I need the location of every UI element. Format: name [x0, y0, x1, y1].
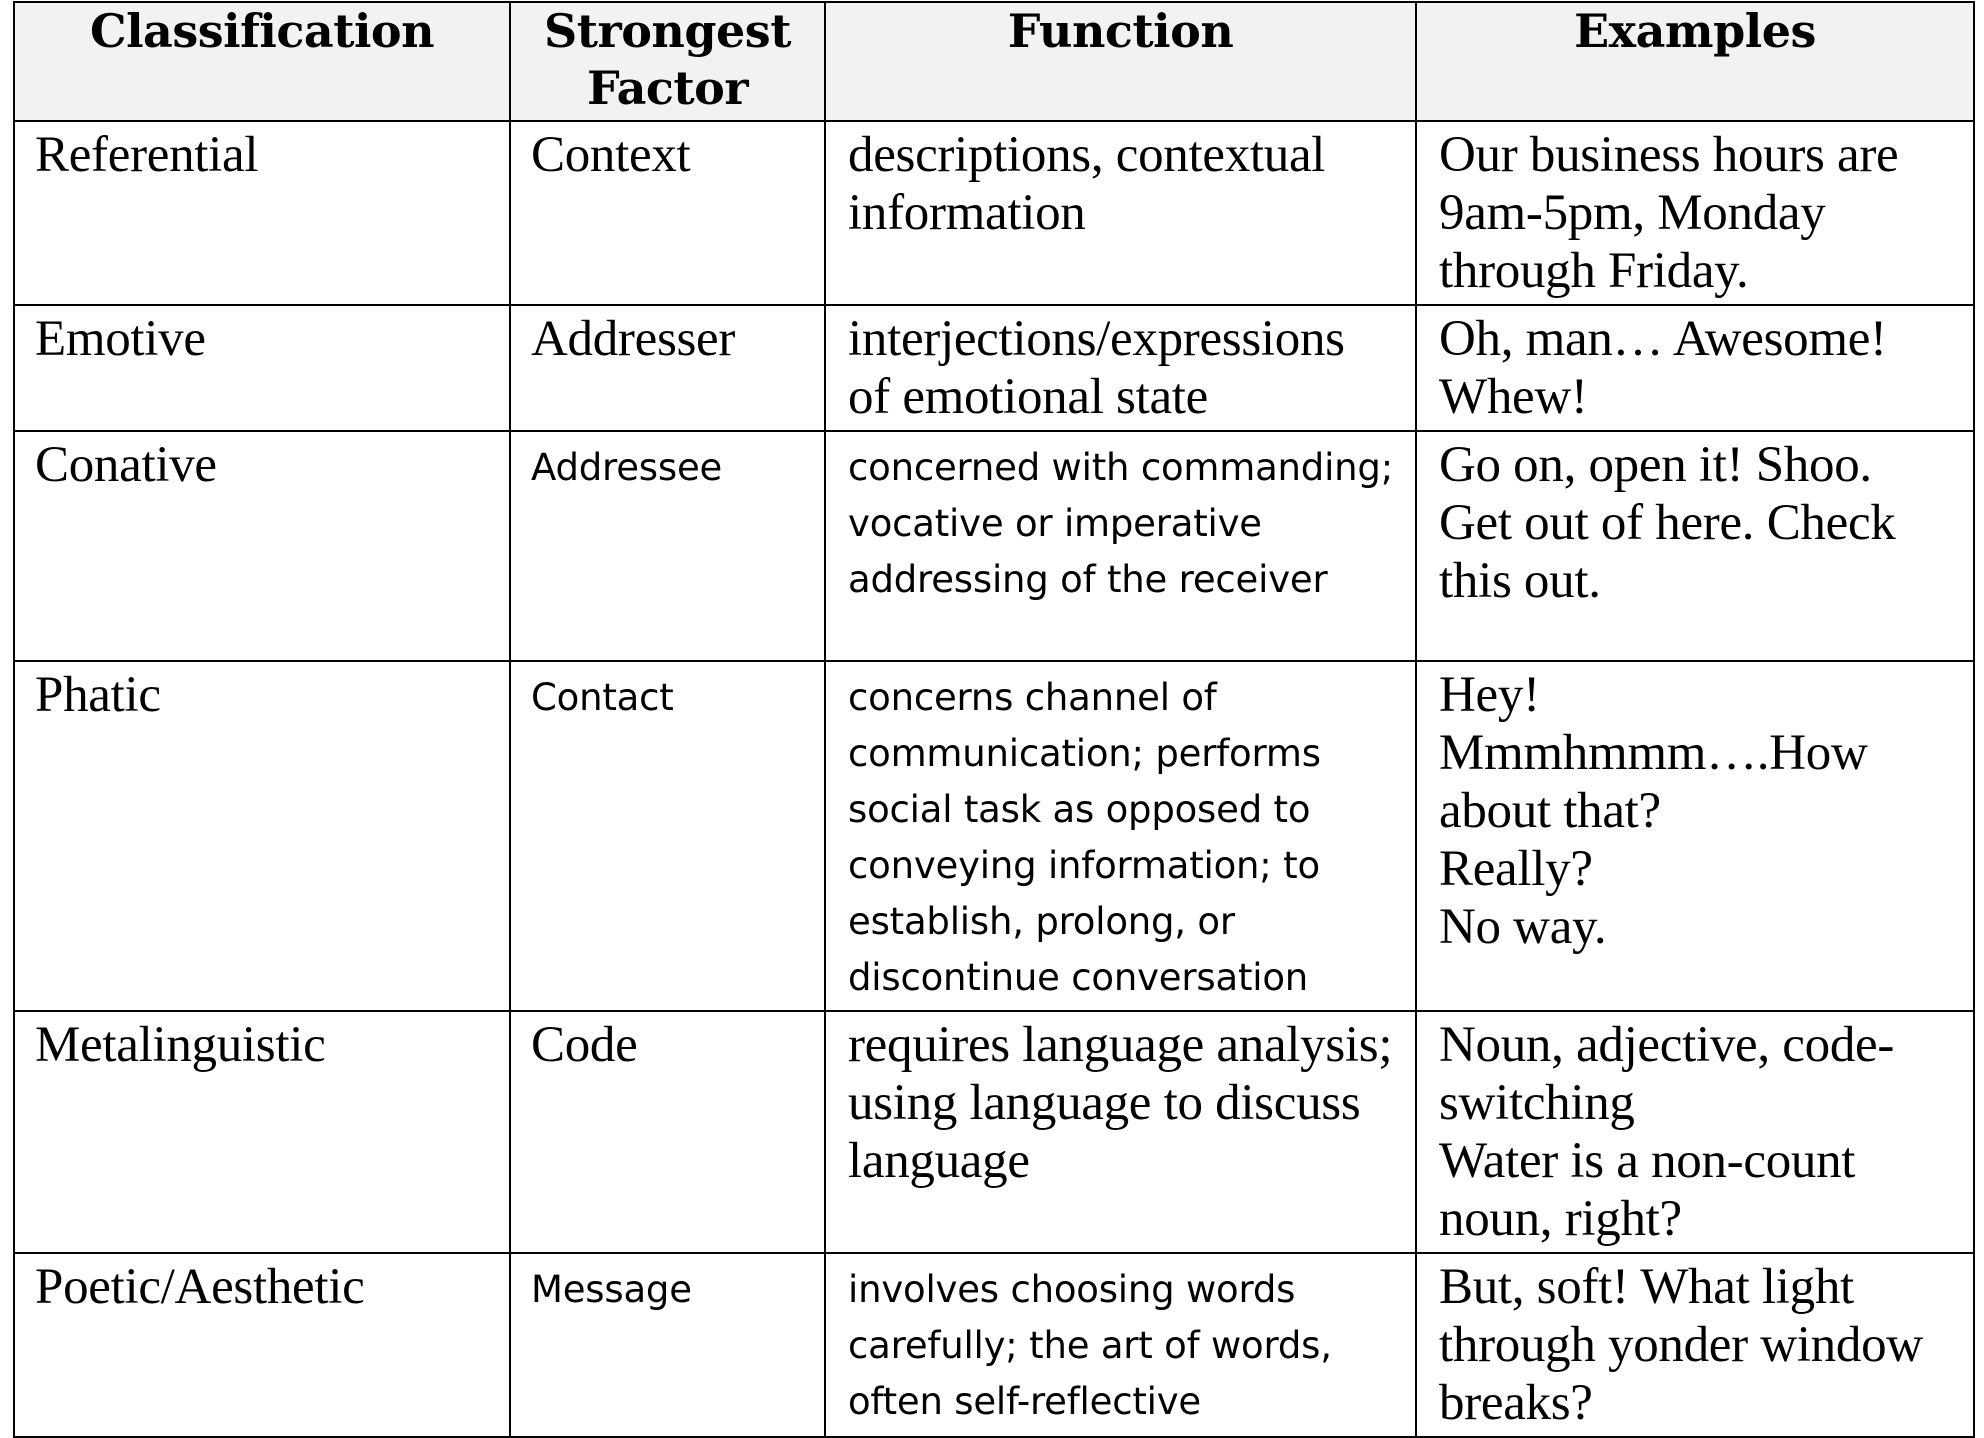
cell-function: involves choosing words carefully; the art of words, often self-reflective [825, 1253, 1416, 1437]
cell-function: concerned with commanding; vocative or imperative addressing of the receiver [825, 431, 1416, 661]
table-row-conative [14, 431, 1974, 661]
table-row-emotive [14, 305, 1974, 431]
table-row-poetic-aesthetic [14, 1253, 1974, 1437]
header-examples: Examples [1416, 2, 1974, 121]
header-factor-line2: Factor [586, 61, 749, 115]
example-line: Noun, adjective, code-switching [1439, 1017, 1895, 1131]
cell-function: interjections/expressions of emotional state [825, 305, 1416, 431]
example-line: Go on, open it! Shoo. Get out of here. Check this out. [1439, 437, 1896, 609]
cell-function: concerns channel of communication; performs social task as opposed to conveying information; to establish, prolong, or discontinue conversation [825, 661, 1416, 1011]
header-factor-line1: Strongest [544, 4, 791, 58]
example-line: But, soft! What light through yonder window breaks? [1439, 1259, 1923, 1431]
example-line: Mmmhmmm….How about that? [1439, 725, 1868, 839]
example-line: Water is a non-count noun, right? [1439, 1133, 1856, 1247]
cell-factor: Contact [510, 661, 825, 1011]
cell-classification: Phatic [14, 661, 510, 1011]
language-functions-table [13, 1, 1975, 1438]
cell-factor: Code [510, 1011, 825, 1253]
table-row-metalinguistic [14, 1011, 1974, 1253]
cell-factor: Context [510, 121, 825, 305]
cell-factor: Addressee [510, 431, 825, 661]
cell-examples [1416, 121, 1974, 305]
table-header [14, 2, 1974, 121]
cell-examples [1416, 431, 1974, 661]
table-row-phatic [14, 661, 1974, 1011]
header-row [14, 2, 1974, 121]
example-line: No way. [1439, 899, 1607, 955]
example-line: Really? [1439, 841, 1593, 897]
cell-examples [1416, 305, 1974, 431]
header-classification: Classification [14, 2, 510, 121]
header-strongest-factor [510, 2, 825, 121]
cell-examples [1416, 661, 1974, 1011]
cell-factor: Addresser [510, 305, 825, 431]
cell-classification: Metalinguistic [14, 1011, 510, 1253]
cell-factor: Message [510, 1253, 825, 1437]
document-page [13, 1, 1973, 1438]
example-line: Hey! [1439, 667, 1540, 723]
table-body [14, 121, 1974, 1437]
cell-classification: Referential [14, 121, 510, 305]
cell-classification: Poetic/Aesthetic [14, 1253, 510, 1437]
table-row-referential [14, 121, 1974, 305]
cell-function: requires language analysis; using language to discuss language [825, 1011, 1416, 1253]
cell-examples [1416, 1011, 1974, 1253]
cell-examples [1416, 1253, 1974, 1437]
example-line: Oh, man… Awesome! Whew! [1439, 311, 1887, 425]
example-line: Our business hours are 9am-5pm, Monday through Friday. [1439, 127, 1899, 299]
header-function: Function [825, 2, 1416, 121]
cell-classification: Conative [14, 431, 510, 661]
cell-classification: Emotive [14, 305, 510, 431]
cell-function: descriptions, contextual information [825, 121, 1416, 305]
